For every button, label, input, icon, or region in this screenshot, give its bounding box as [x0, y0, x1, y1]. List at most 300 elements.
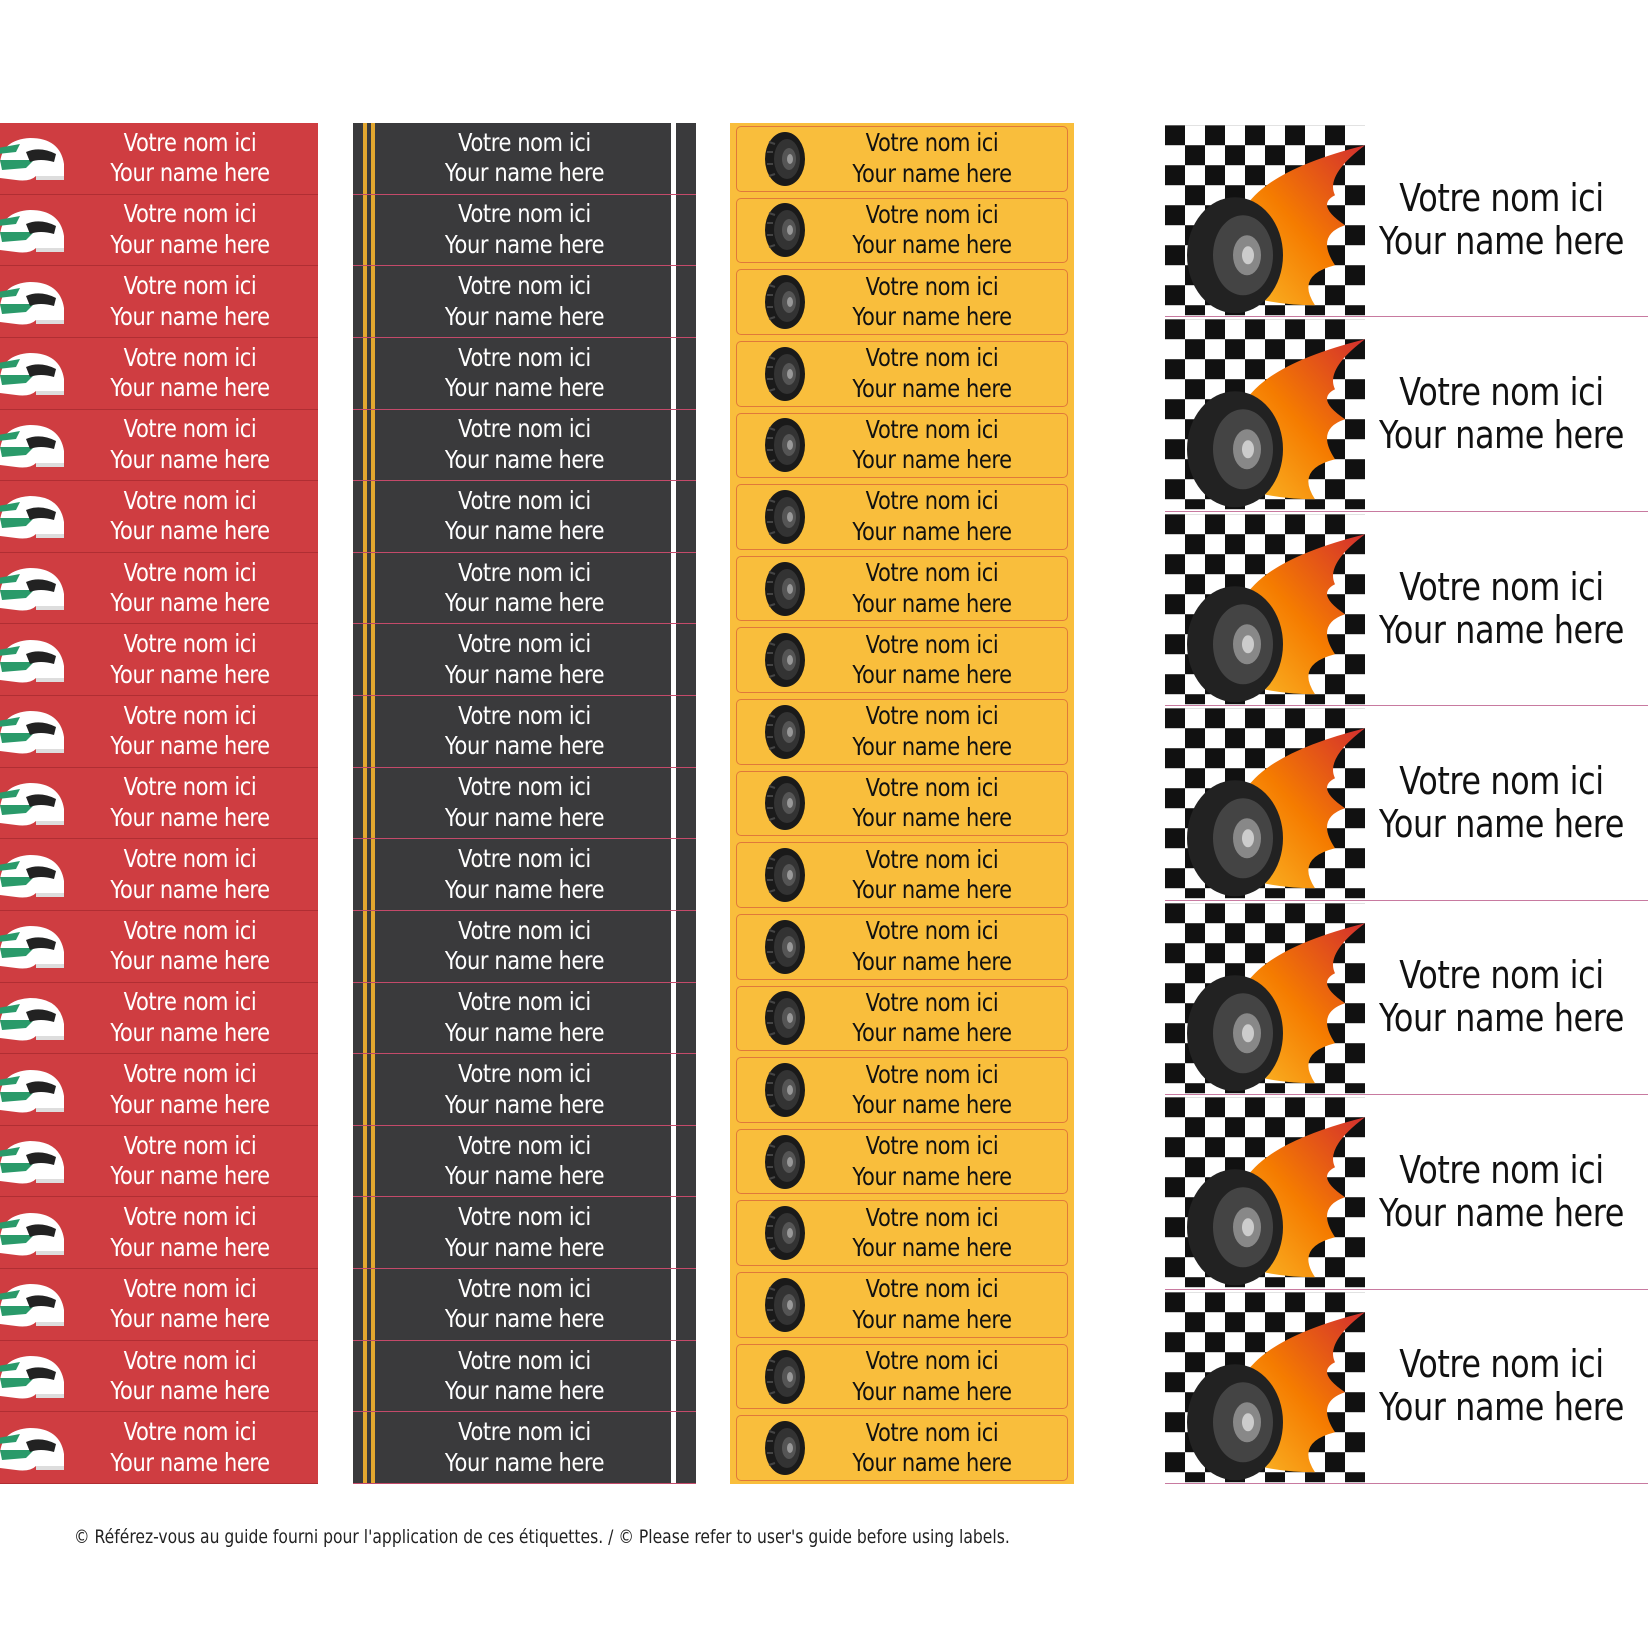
label-text — [406, 271, 644, 332]
name-label — [0, 1412, 318, 1484]
label-line-fr: Votre nom ici — [458, 199, 591, 229]
label-line-en: Your name here — [110, 1161, 270, 1191]
label-line-en: Your name here — [1378, 218, 1625, 263]
label-text — [82, 1346, 297, 1407]
tire-icon — [763, 1204, 807, 1262]
name-label — [0, 696, 318, 768]
label-line-fr: Votre nom ici — [1399, 759, 1604, 804]
tire-icon — [763, 560, 807, 618]
sheet-red — [0, 123, 318, 1484]
tire-icon — [763, 488, 807, 546]
tire-icon — [763, 416, 807, 474]
label-line-fr: Votre nom ici — [458, 844, 591, 874]
name-label — [0, 1269, 318, 1341]
label-line-en: Your name here — [110, 946, 270, 976]
label-line-en: Your name here — [444, 1161, 605, 1191]
label-line-fr: Votre nom ici — [458, 1417, 591, 1447]
label-line-en: Your name here — [444, 444, 605, 474]
name-label — [736, 627, 1068, 693]
name-label — [1165, 123, 1648, 317]
label-text — [406, 629, 644, 690]
label-line-en: Your name here — [852, 875, 1012, 905]
label-line-en: Your name here — [110, 588, 270, 618]
label-text — [819, 1346, 1046, 1407]
label-line-fr: Votre nom ici — [123, 1202, 257, 1232]
tire-icon — [763, 1419, 807, 1477]
name-label — [736, 771, 1068, 837]
helmet-icon — [0, 1133, 66, 1189]
label-line-fr: Votre nom ici — [865, 916, 999, 946]
sheet-white — [1165, 123, 1648, 1484]
name-label — [736, 1415, 1068, 1481]
label-line-en: Your name here — [852, 731, 1012, 761]
label-text — [819, 272, 1046, 333]
name-label — [1165, 1290, 1648, 1484]
name-label — [736, 1272, 1068, 1338]
label-text — [82, 1059, 297, 1120]
helmet-icon — [0, 274, 66, 330]
name-label — [736, 413, 1068, 479]
tire-icon — [763, 846, 807, 904]
label-line-en: Your name here — [852, 1448, 1012, 1478]
label-line-en: Your name here — [1378, 1385, 1625, 1430]
helmet-icon — [0, 847, 66, 903]
label-line-fr: Votre nom ici — [865, 629, 999, 659]
name-label — [353, 839, 696, 911]
label-text — [1378, 371, 1624, 457]
label-line-en: Your name here — [852, 946, 1012, 976]
name-label — [0, 123, 318, 195]
name-label — [736, 914, 1068, 980]
label-text — [406, 1274, 644, 1335]
label-line-en: Your name here — [110, 1304, 270, 1334]
label-line-fr: Votre nom ici — [123, 629, 257, 659]
label-line-fr: Votre nom ici — [123, 915, 257, 945]
label-line-en: Your name here — [444, 158, 605, 188]
label-line-fr: Votre nom ici — [123, 700, 257, 730]
label-line-fr: Votre nom ici — [865, 128, 999, 158]
name-label — [0, 1341, 318, 1413]
name-label — [0, 266, 318, 338]
flaming-tire-icon — [1165, 1290, 1365, 1484]
label-line-en: Your name here — [444, 659, 605, 689]
label-line-fr: Votre nom ici — [865, 701, 999, 731]
label-text — [1378, 566, 1624, 652]
label-line-fr: Votre nom ici — [1399, 1147, 1604, 1192]
name-label — [736, 1057, 1068, 1123]
label-line-en: Your name here — [444, 1232, 605, 1262]
label-text — [406, 486, 644, 547]
label-line-fr: Votre nom ici — [458, 1345, 591, 1375]
label-text — [82, 271, 297, 332]
name-label — [736, 484, 1068, 550]
label-text — [406, 987, 644, 1048]
label-line-en: Your name here — [1378, 996, 1625, 1041]
flaming-tire-icon — [1165, 512, 1365, 706]
tire-icon — [763, 918, 807, 976]
name-label — [0, 983, 318, 1055]
label-line-fr: Votre nom ici — [123, 1345, 257, 1375]
label-line-fr: Votre nom ici — [865, 343, 999, 373]
helmet-icon — [0, 918, 66, 974]
name-label — [736, 1200, 1068, 1266]
label-text — [406, 128, 644, 189]
name-label — [0, 1054, 318, 1126]
tire-icon — [763, 201, 807, 259]
label-line-en: Your name here — [852, 158, 1012, 188]
label-line-fr: Votre nom ici — [458, 1059, 591, 1089]
label-line-fr: Votre nom ici — [865, 1346, 999, 1376]
name-label — [353, 553, 696, 625]
name-label — [0, 911, 318, 983]
name-label — [353, 195, 696, 267]
name-label — [353, 983, 696, 1055]
name-label — [1165, 706, 1648, 900]
label-text — [82, 414, 297, 475]
label-line-fr: Votre nom ici — [458, 127, 591, 157]
helmet-icon — [0, 1205, 66, 1261]
label-text — [82, 701, 297, 762]
label-line-fr: Votre nom ici — [458, 700, 591, 730]
label-line-fr: Votre nom ici — [123, 987, 257, 1017]
label-text — [819, 486, 1046, 547]
label-text — [819, 415, 1046, 476]
label-text — [406, 199, 644, 260]
label-line-fr: Votre nom ici — [123, 199, 257, 229]
label-text — [1378, 760, 1624, 846]
name-label — [1165, 1095, 1648, 1289]
label-line-en: Your name here — [110, 659, 270, 689]
label-text — [819, 343, 1046, 404]
name-label — [353, 696, 696, 768]
flaming-tire-icon — [1165, 706, 1365, 900]
label-line-en: Your name here — [852, 803, 1012, 833]
label-line-fr: Votre nom ici — [865, 1417, 999, 1447]
label-text — [819, 558, 1046, 619]
name-label — [0, 338, 318, 410]
helmet-icon — [0, 1420, 66, 1476]
helmet-icon — [0, 990, 66, 1046]
label-text — [819, 200, 1046, 261]
label-text — [82, 486, 297, 547]
label-line-en: Your name here — [852, 660, 1012, 690]
label-line-en: Your name here — [444, 301, 605, 331]
label-line-en: Your name here — [444, 516, 605, 546]
helmet-icon — [0, 703, 66, 759]
label-text — [406, 343, 644, 404]
label-text — [82, 558, 297, 619]
label-text — [819, 701, 1046, 762]
label-text — [819, 1203, 1046, 1264]
helmet-icon — [0, 488, 66, 544]
label-line-fr: Votre nom ici — [458, 1202, 591, 1232]
flaming-tire-icon — [1165, 901, 1365, 1095]
name-label — [0, 1197, 318, 1269]
label-text — [82, 128, 297, 189]
label-line-fr: Votre nom ici — [123, 127, 257, 157]
label-text — [406, 1202, 644, 1263]
flaming-tire-icon — [1165, 317, 1365, 511]
label-text — [819, 845, 1046, 906]
label-line-en: Your name here — [852, 1233, 1012, 1263]
name-label — [353, 1412, 696, 1484]
label-text — [819, 630, 1046, 691]
label-line-fr: Votre nom ici — [458, 1273, 591, 1303]
name-label — [353, 1269, 696, 1341]
label-line-en: Your name here — [110, 1017, 270, 1047]
name-label — [736, 842, 1068, 908]
name-label — [736, 198, 1068, 264]
label-line-en: Your name here — [444, 588, 605, 618]
name-label — [353, 338, 696, 410]
label-line-en: Your name here — [852, 1376, 1012, 1406]
name-label — [0, 768, 318, 840]
label-text — [406, 844, 644, 905]
label-line-en: Your name here — [110, 1376, 270, 1406]
label-line-fr: Votre nom ici — [1399, 175, 1604, 220]
helmet-icon — [0, 202, 66, 258]
name-label — [736, 341, 1068, 407]
label-text — [406, 1131, 644, 1192]
tire-icon — [763, 774, 807, 832]
flaming-tire-icon — [1165, 123, 1365, 317]
name-label — [353, 266, 696, 338]
label-text — [82, 199, 297, 260]
label-text — [1378, 954, 1624, 1040]
label-line-en: Your name here — [444, 1447, 605, 1477]
tire-icon — [763, 1276, 807, 1334]
label-text — [819, 916, 1046, 977]
label-line-fr: Votre nom ici — [458, 342, 591, 372]
tire-icon — [763, 130, 807, 188]
label-line-fr: Votre nom ici — [458, 629, 591, 659]
label-line-fr: Votre nom ici — [123, 342, 257, 372]
label-text — [406, 772, 644, 833]
name-label — [736, 1129, 1068, 1195]
label-line-en: Your name here — [444, 1376, 605, 1406]
name-label — [353, 1341, 696, 1413]
name-label — [353, 1126, 696, 1198]
label-text — [819, 1274, 1046, 1335]
name-label — [0, 481, 318, 553]
name-label — [1165, 901, 1648, 1095]
label-line-en: Your name here — [852, 373, 1012, 403]
label-line-en: Your name here — [852, 1018, 1012, 1048]
sheet-yellow — [730, 123, 1074, 1484]
label-line-fr: Votre nom ici — [458, 1130, 591, 1160]
label-line-fr: Votre nom ici — [865, 271, 999, 301]
name-label — [1165, 317, 1648, 511]
label-line-en: Your name here — [444, 731, 605, 761]
label-text — [82, 1274, 297, 1335]
helmet-icon — [0, 1276, 66, 1332]
label-line-en: Your name here — [1378, 413, 1625, 458]
helmet-icon — [0, 775, 66, 831]
label-text — [82, 987, 297, 1048]
label-line-en: Your name here — [110, 1447, 270, 1477]
label-text — [406, 1059, 644, 1120]
label-line-en: Your name here — [852, 516, 1012, 546]
label-line-en: Your name here — [1378, 801, 1625, 846]
label-line-fr: Votre nom ici — [865, 1059, 999, 1089]
label-line-fr: Votre nom ici — [1399, 564, 1604, 609]
label-text — [819, 773, 1046, 834]
label-text — [82, 343, 297, 404]
name-label — [0, 553, 318, 625]
helmet-icon — [0, 1062, 66, 1118]
label-line-en: Your name here — [444, 802, 605, 832]
label-line-fr: Votre nom ici — [865, 772, 999, 802]
label-text — [82, 916, 297, 977]
label-text — [406, 558, 644, 619]
tire-icon — [763, 989, 807, 1047]
name-label — [353, 768, 696, 840]
label-text — [1378, 1149, 1624, 1235]
name-label — [353, 123, 696, 195]
tire-icon — [763, 703, 807, 761]
name-label — [353, 1054, 696, 1126]
label-text — [406, 414, 644, 475]
label-line-en: Your name here — [852, 588, 1012, 618]
label-line-en: Your name here — [110, 516, 270, 546]
flaming-tire-icon — [1165, 1095, 1365, 1289]
tire-icon — [763, 1348, 807, 1406]
label-text — [819, 1060, 1046, 1121]
label-text — [82, 1131, 297, 1192]
label-line-en: Your name here — [110, 158, 270, 188]
label-line-en: Your name here — [444, 373, 605, 403]
label-line-en: Your name here — [444, 1304, 605, 1334]
label-line-fr: Votre nom ici — [458, 414, 591, 444]
sheet-dark — [353, 123, 696, 1484]
footer-notice: © Référez-vous au guide fourni pour l'application de ces étiquettes. / © Please refer to user's guide before using labels. — [74, 1526, 1010, 1548]
label-line-fr: Votre nom ici — [123, 1273, 257, 1303]
label-line-fr: Votre nom ici — [123, 557, 257, 587]
label-line-en: Your name here — [852, 230, 1012, 260]
label-line-fr: Votre nom ici — [458, 271, 591, 301]
label-line-en: Your name here — [1378, 607, 1625, 652]
label-text — [82, 772, 297, 833]
label-text — [819, 128, 1046, 189]
tire-icon — [763, 273, 807, 331]
label-line-en: Your name here — [110, 444, 270, 474]
label-line-en: Your name here — [110, 874, 270, 904]
name-label — [353, 410, 696, 482]
name-label — [353, 1197, 696, 1269]
label-line-en: Your name here — [444, 229, 605, 259]
label-line-en: Your name here — [852, 445, 1012, 475]
tire-icon — [763, 1061, 807, 1119]
label-text — [82, 1202, 297, 1263]
label-line-en: Your name here — [1378, 1190, 1625, 1235]
label-line-en: Your name here — [444, 1089, 605, 1119]
label-line-fr: Votre nom ici — [865, 199, 999, 229]
label-line-en: Your name here — [110, 802, 270, 832]
label-text — [819, 1131, 1046, 1192]
label-line-en: Your name here — [110, 1089, 270, 1119]
label-line-fr: Votre nom ici — [865, 1274, 999, 1304]
name-label — [353, 624, 696, 696]
label-line-fr: Votre nom ici — [123, 844, 257, 874]
label-text — [82, 844, 297, 905]
label-line-fr: Votre nom ici — [123, 1417, 257, 1447]
name-label — [736, 1344, 1068, 1410]
tire-icon — [763, 345, 807, 403]
label-line-fr: Votre nom ici — [458, 557, 591, 587]
label-line-fr: Votre nom ici — [865, 987, 999, 1017]
label-line-fr: Votre nom ici — [458, 987, 591, 1017]
label-text — [819, 988, 1046, 1049]
label-line-fr: Votre nom ici — [865, 558, 999, 588]
label-line-en: Your name here — [110, 301, 270, 331]
label-line-fr: Votre nom ici — [123, 271, 257, 301]
name-label — [0, 624, 318, 696]
label-line-fr: Votre nom ici — [1399, 370, 1604, 415]
label-line-fr: Votre nom ici — [123, 1059, 257, 1089]
label-line-fr: Votre nom ici — [123, 772, 257, 802]
label-line-fr: Votre nom ici — [1399, 953, 1604, 998]
label-line-fr: Votre nom ici — [865, 844, 999, 874]
label-line-fr: Votre nom ici — [865, 1131, 999, 1161]
label-line-en: Your name here — [852, 1304, 1012, 1334]
helmet-icon — [0, 417, 66, 473]
label-text — [1378, 177, 1624, 263]
label-line-en: Your name here — [444, 946, 605, 976]
helmet-icon — [0, 345, 66, 401]
helmet-icon — [0, 130, 66, 186]
helmet-icon — [0, 560, 66, 616]
label-line-fr: Votre nom ici — [865, 414, 999, 444]
label-line-en: Your name here — [110, 1232, 270, 1262]
name-label — [1165, 512, 1648, 706]
name-label — [736, 699, 1068, 765]
name-label — [0, 1126, 318, 1198]
tire-icon — [763, 1133, 807, 1191]
label-line-en: Your name here — [852, 1090, 1012, 1120]
label-line-fr: Votre nom ici — [458, 772, 591, 802]
label-text — [406, 916, 644, 977]
label-text — [406, 701, 644, 762]
label-line-en: Your name here — [110, 731, 270, 761]
helmet-icon — [0, 1348, 66, 1404]
label-text — [82, 1417, 297, 1478]
name-label — [0, 410, 318, 482]
label-text — [819, 1418, 1046, 1479]
label-line-en: Your name here — [852, 302, 1012, 332]
label-line-en: Your name here — [110, 229, 270, 259]
label-line-en: Your name here — [852, 1161, 1012, 1191]
label-line-fr: Votre nom ici — [458, 915, 591, 945]
label-line-en: Your name here — [444, 1017, 605, 1047]
name-label — [736, 986, 1068, 1052]
name-label — [353, 481, 696, 553]
name-label — [0, 839, 318, 911]
label-text — [406, 1417, 644, 1478]
label-line-fr: Votre nom ici — [123, 414, 257, 444]
label-text — [1378, 1343, 1624, 1429]
label-line-fr: Votre nom ici — [865, 486, 999, 516]
label-line-en: Your name here — [110, 373, 270, 403]
label-line-fr: Votre nom ici — [1399, 1342, 1604, 1387]
helmet-icon — [0, 632, 66, 688]
label-line-fr: Votre nom ici — [123, 485, 257, 515]
name-label — [736, 269, 1068, 335]
label-line-fr: Votre nom ici — [865, 1202, 999, 1232]
label-line-fr: Votre nom ici — [458, 485, 591, 515]
name-label — [736, 556, 1068, 622]
name-label — [736, 126, 1068, 192]
tire-icon — [763, 631, 807, 689]
